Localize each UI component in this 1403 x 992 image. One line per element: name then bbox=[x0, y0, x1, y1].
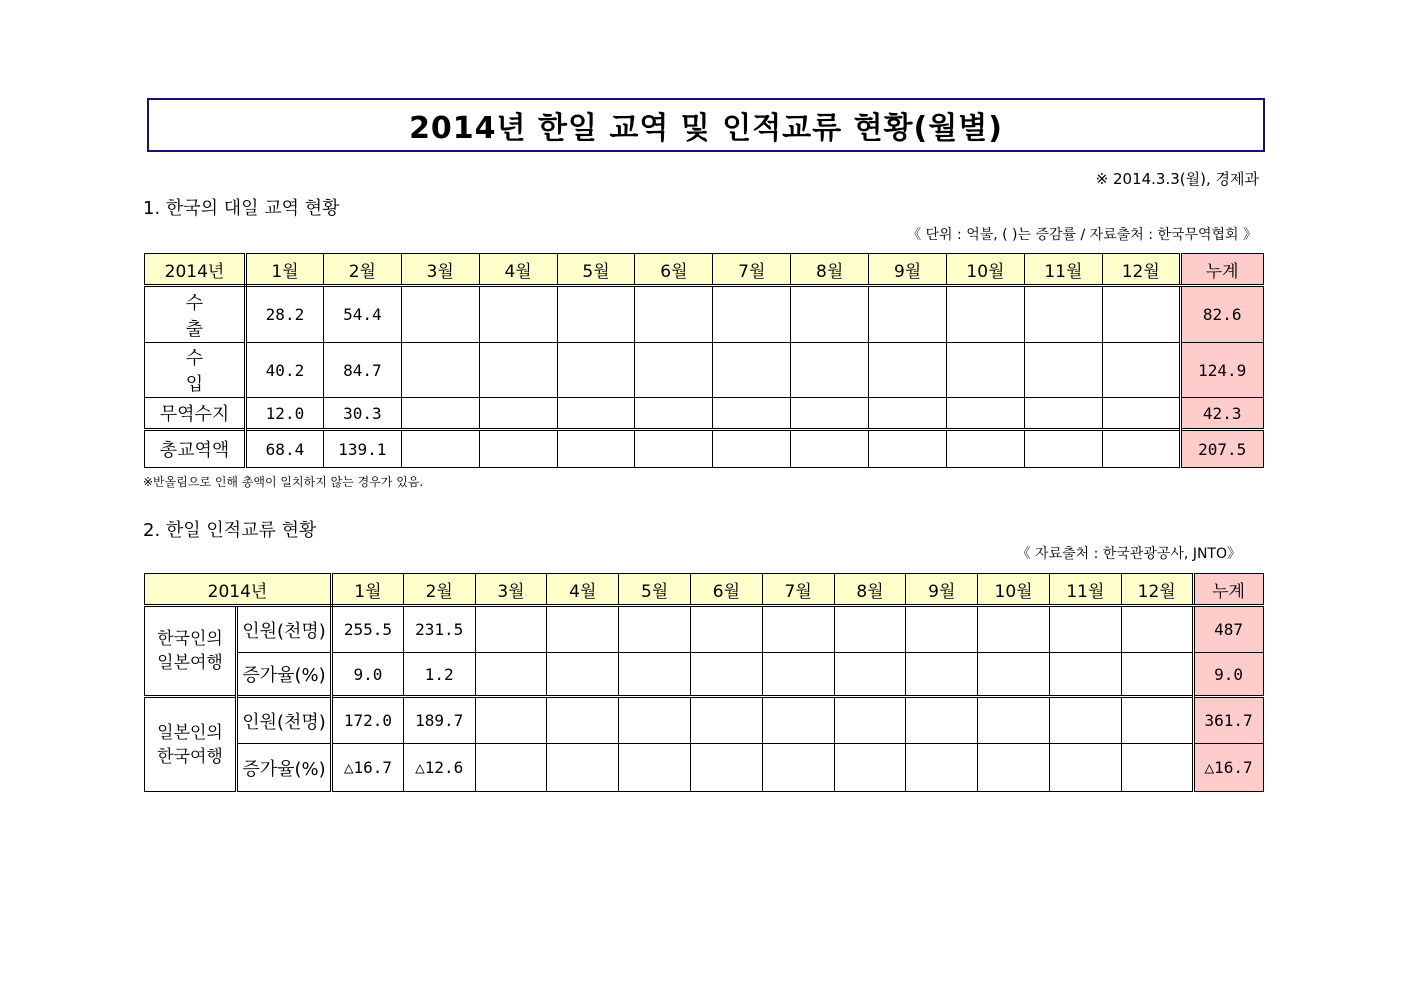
trade-value-cell bbox=[869, 398, 947, 430]
trade-value-cell bbox=[479, 343, 557, 398]
exchange-value-cell: 255.5 bbox=[332, 606, 404, 653]
exchange-value-cell bbox=[1121, 653, 1193, 697]
trade-value-cell bbox=[557, 398, 635, 430]
exchange-month-header: 6월 bbox=[690, 574, 762, 606]
trade-value-cell bbox=[713, 286, 791, 343]
trade-value-cell bbox=[947, 430, 1025, 468]
exchange-month-header: 11월 bbox=[1049, 574, 1121, 606]
trade-value-cell bbox=[947, 343, 1025, 398]
exchange-total-cell: 361.7 bbox=[1193, 697, 1263, 744]
trade-row-label: 수 출 bbox=[145, 286, 246, 343]
group-label-line1: 일본인의 bbox=[157, 722, 223, 743]
table-row bbox=[145, 398, 1264, 430]
trade-value-cell: 139.1 bbox=[323, 430, 401, 468]
exchange-value-cell bbox=[762, 606, 834, 653]
trade-table bbox=[144, 253, 1264, 468]
exchange-value-cell: 189.7 bbox=[403, 697, 475, 744]
trade-row-label: 총교역액 bbox=[145, 430, 246, 468]
trade-month-header: 6월 bbox=[635, 254, 713, 286]
exchange-value-cell bbox=[834, 606, 906, 653]
exchange-total-cell: 9.0 bbox=[1193, 653, 1263, 697]
exchange-value-cell: 172.0 bbox=[332, 697, 404, 744]
exchange-value-cell bbox=[834, 744, 906, 792]
trade-total-cell: 82.6 bbox=[1180, 286, 1263, 343]
exchange-value-cell bbox=[547, 744, 619, 792]
exchange-month-header: 8월 bbox=[834, 574, 906, 606]
exchange-value-cell bbox=[762, 744, 834, 792]
exchange-unit-note: 《 자료출처 : 한국관광공사, JNTO》 bbox=[1016, 546, 1241, 562]
exchange-value-cell bbox=[690, 697, 762, 744]
exchange-value-cell bbox=[547, 653, 619, 697]
trade-month-header: 10월 bbox=[947, 254, 1025, 286]
trade-total-cell: 207.5 bbox=[1180, 430, 1263, 468]
trade-value-cell bbox=[401, 430, 479, 468]
trade-value-cell bbox=[1102, 343, 1180, 398]
table-row bbox=[145, 430, 1264, 468]
exchange-value-cell bbox=[978, 697, 1050, 744]
trade-value-cell bbox=[1024, 430, 1102, 468]
exchange-value-cell bbox=[619, 744, 691, 792]
trade-value-cell bbox=[635, 286, 713, 343]
trade-total-cell: 124.9 bbox=[1180, 343, 1263, 398]
trade-value-cell bbox=[557, 430, 635, 468]
exchange-value-cell bbox=[906, 697, 978, 744]
trade-value-cell bbox=[557, 343, 635, 398]
trade-row-label: 수 입 bbox=[145, 343, 246, 398]
trade-value-cell bbox=[947, 286, 1025, 343]
trade-month-header: 5월 bbox=[557, 254, 635, 286]
trade-value-cell bbox=[479, 430, 557, 468]
exchange-value-cell bbox=[978, 606, 1050, 653]
exchange-value-cell bbox=[619, 606, 691, 653]
exchange-row-label: 증가율(%) bbox=[237, 653, 332, 697]
trade-value-cell bbox=[947, 398, 1025, 430]
trade-value-cell bbox=[635, 430, 713, 468]
trade-row-label: 무역수지 bbox=[145, 398, 246, 430]
trade-total-header: 누계 bbox=[1180, 254, 1263, 286]
exchange-month-header: 9월 bbox=[906, 574, 978, 606]
exchange-month-header: 10월 bbox=[978, 574, 1050, 606]
trade-footnote: ※반올림으로 인해 총액이 일치하지 않는 경우가 있음. bbox=[143, 475, 424, 489]
exchange-value-cell bbox=[906, 653, 978, 697]
exchange-month-header: 12월 bbox=[1121, 574, 1193, 606]
trade-value-cell: 30.3 bbox=[323, 398, 401, 430]
table-row bbox=[145, 653, 1264, 697]
trade-value-cell bbox=[791, 430, 869, 468]
exchange-row-label: 인원(천명) bbox=[237, 606, 332, 653]
trade-value-cell bbox=[557, 286, 635, 343]
trade-value-cell bbox=[401, 286, 479, 343]
exchange-table bbox=[144, 573, 1264, 792]
trade-header-row bbox=[145, 254, 1264, 286]
trade-total-cell: 42.3 bbox=[1180, 398, 1263, 430]
exchange-value-cell bbox=[762, 697, 834, 744]
trade-value-cell bbox=[635, 398, 713, 430]
trade-value-cell bbox=[1102, 430, 1180, 468]
exchange-value-cell bbox=[1121, 744, 1193, 792]
exchange-value-cell bbox=[475, 697, 547, 744]
trade-month-header: 2월 bbox=[323, 254, 401, 286]
exchange-value-cell bbox=[1049, 653, 1121, 697]
trade-month-header: 12월 bbox=[1102, 254, 1180, 286]
exchange-value-cell: 9.0 bbox=[332, 653, 404, 697]
exchange-value-cell bbox=[690, 606, 762, 653]
trade-month-header: 4월 bbox=[479, 254, 557, 286]
exchange-value-cell bbox=[547, 606, 619, 653]
exchange-group-label bbox=[145, 697, 237, 792]
trade-value-cell: 68.4 bbox=[246, 430, 324, 468]
trade-value-cell bbox=[635, 343, 713, 398]
group-label-line2: 한국여행 bbox=[157, 746, 223, 767]
trade-section-heading: 1. 한국의 대일 교역 현황 bbox=[143, 198, 340, 219]
exchange-month-header: 7월 bbox=[762, 574, 834, 606]
exchange-value-cell bbox=[547, 697, 619, 744]
trade-value-cell bbox=[713, 343, 791, 398]
trade-value-cell bbox=[1102, 286, 1180, 343]
exchange-month-header: 3월 bbox=[475, 574, 547, 606]
exchange-row-label: 인원(천명) bbox=[237, 697, 332, 744]
exchange-value-cell bbox=[690, 653, 762, 697]
exchange-row-label: 증가율(%) bbox=[237, 744, 332, 792]
exchange-group-label bbox=[145, 606, 237, 697]
exchange-value-cell bbox=[762, 653, 834, 697]
trade-value-cell: 12.0 bbox=[246, 398, 324, 430]
trade-value-cell: 28.2 bbox=[246, 286, 324, 343]
trade-value-cell bbox=[869, 286, 947, 343]
exchange-total-header: 누계 bbox=[1193, 574, 1263, 606]
table-row bbox=[145, 606, 1264, 653]
exchange-value-cell bbox=[1049, 697, 1121, 744]
group-label-line1: 한국인의 bbox=[157, 629, 223, 649]
exchange-value-cell bbox=[978, 653, 1050, 697]
trade-value-cell bbox=[401, 343, 479, 398]
trade-value-cell bbox=[1102, 398, 1180, 430]
exchange-value-cell bbox=[690, 744, 762, 792]
trade-value-cell bbox=[479, 398, 557, 430]
trade-value-cell bbox=[401, 398, 479, 430]
exchange-value-cell bbox=[906, 744, 978, 792]
exchange-value-cell bbox=[1121, 697, 1193, 744]
exchange-value-cell bbox=[834, 697, 906, 744]
trade-value-cell: 54.4 bbox=[323, 286, 401, 343]
exchange-value-cell bbox=[1121, 606, 1193, 653]
trade-value-cell: 84.7 bbox=[323, 343, 401, 398]
exchange-month-header: 2월 bbox=[403, 574, 475, 606]
exchange-value-cell bbox=[619, 653, 691, 697]
exchange-value-cell bbox=[834, 653, 906, 697]
trade-value-cell bbox=[713, 430, 791, 468]
trade-month-header: 7월 bbox=[713, 254, 791, 286]
group-label-line2: 일본여행 bbox=[157, 653, 223, 673]
trade-value-cell bbox=[791, 286, 869, 343]
exchange-value-cell bbox=[475, 744, 547, 792]
table-row bbox=[145, 343, 1264, 398]
date-note: ※ 2014.3.3(월), 경제과 bbox=[1095, 170, 1259, 188]
exchange-value-cell: △12.6 bbox=[403, 744, 475, 792]
trade-value-cell bbox=[713, 398, 791, 430]
trade-value-cell bbox=[1024, 343, 1102, 398]
exchange-value-cell bbox=[475, 606, 547, 653]
exchange-section-heading: 2. 한일 인적교류 현황 bbox=[143, 520, 317, 541]
exchange-month-header: 1월 bbox=[332, 574, 404, 606]
exchange-total-cell: 487 bbox=[1193, 606, 1263, 653]
trade-month-header: 8월 bbox=[791, 254, 869, 286]
exchange-value-cell bbox=[906, 606, 978, 653]
exchange-month-header: 5월 bbox=[619, 574, 691, 606]
trade-month-header: 9월 bbox=[869, 254, 947, 286]
exchange-value-cell: 1.2 bbox=[403, 653, 475, 697]
trade-year-header: 2014년 bbox=[145, 254, 246, 286]
trade-value-cell bbox=[869, 343, 947, 398]
exchange-value-cell bbox=[978, 744, 1050, 792]
table-row bbox=[145, 286, 1264, 343]
trade-value-cell: 40.2 bbox=[246, 343, 324, 398]
trade-month-header: 11월 bbox=[1024, 254, 1102, 286]
exchange-value-cell: 231.5 bbox=[403, 606, 475, 653]
trade-value-cell bbox=[1024, 398, 1102, 430]
exchange-month-header: 4월 bbox=[547, 574, 619, 606]
trade-value-cell bbox=[869, 430, 947, 468]
exchange-value-cell bbox=[619, 697, 691, 744]
exchange-value-cell bbox=[1049, 744, 1121, 792]
exchange-total-cell: △16.7 bbox=[1193, 744, 1263, 792]
trade-value-cell bbox=[791, 343, 869, 398]
exchange-value-cell: △16.7 bbox=[332, 744, 404, 792]
page-title: 2014년 한일 교역 및 인적교류 현황(월별) bbox=[409, 111, 1003, 146]
exchange-value-cell bbox=[475, 653, 547, 697]
trade-unit-note: 《 단위 : 억불, ( )는 증감률 / 자료출처 : 한국무역협회 》 bbox=[907, 227, 1257, 243]
exchange-value-cell bbox=[1049, 606, 1121, 653]
exchange-header-row bbox=[145, 574, 1264, 606]
page-title-box bbox=[147, 98, 1265, 152]
trade-month-header: 3월 bbox=[401, 254, 479, 286]
exchange-year-header: 2014년 bbox=[145, 574, 332, 606]
table-row bbox=[145, 697, 1264, 744]
trade-value-cell bbox=[479, 286, 557, 343]
trade-value-cell bbox=[791, 398, 869, 430]
trade-month-header: 1월 bbox=[246, 254, 324, 286]
table-row bbox=[145, 744, 1264, 792]
trade-value-cell bbox=[1024, 286, 1102, 343]
